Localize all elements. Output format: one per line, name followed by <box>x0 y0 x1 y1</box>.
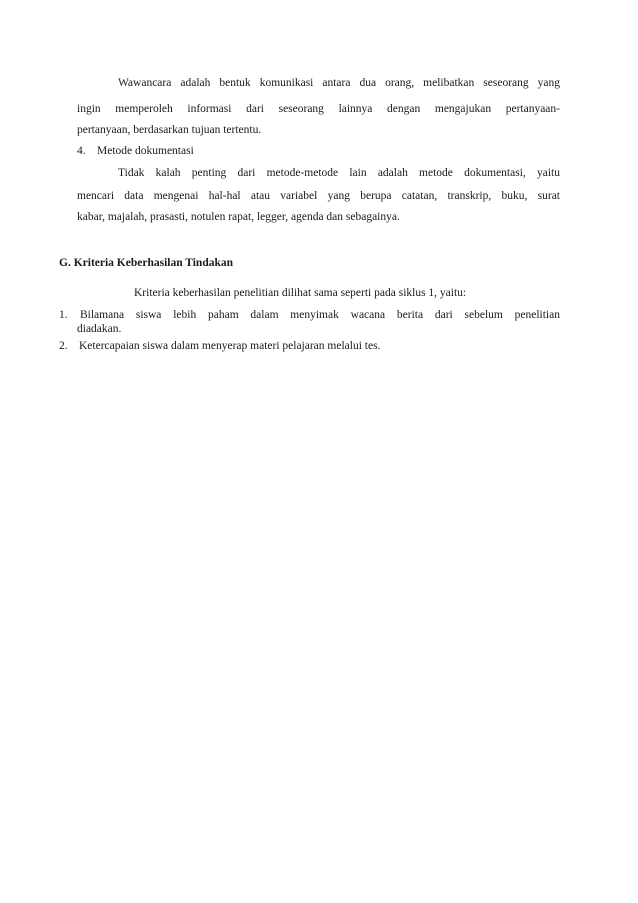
criteria-1-line-1: Bilamana siswa lebih paham dalam menyimak wacana berita dari sebelum penelitian <box>80 309 560 321</box>
criteria-1-line-2: diadakan. <box>77 323 122 335</box>
criteria-2-number: 2. <box>59 340 68 352</box>
interview-paragraph-line-2: ingin memperoleh informasi dari seseorang lainnya dengan mengajukan pertanyaan- <box>77 103 560 115</box>
documentation-paragraph-line-3: kabar, majalah, prasasti, notulen rapat, legger, agenda dan sebagainya. <box>77 211 400 223</box>
item-4-number: 4. <box>77 145 86 157</box>
interview-paragraph-line-3: pertanyaan, berdasarkan tujuan tertentu. <box>77 124 262 136</box>
interview-paragraph-line-1: Wawancara adalah bentuk komunikasi antara dua orang, melibatkan seseorang yang <box>118 77 560 89</box>
criteria-2-line-1: Ketercapaian siswa dalam menyerap materi pelajaran melalui tes. <box>79 340 381 352</box>
criteria-intro: Kriteria keberhasilan penelitian dilihat sama seperti pada siklus 1, yaitu: <box>134 287 467 299</box>
section-g-heading: G. Kriteria Keberhasilan Tindakan <box>59 257 234 269</box>
criteria-1-number: 1. <box>59 309 68 321</box>
documentation-paragraph-line-1: Tidak kalah penting dari metode-metode lain adalah metode dokumentasi, yaitu <box>118 167 560 179</box>
item-4-title: Metode dokumentasi <box>97 145 194 157</box>
documentation-paragraph-line-2: mencari data mengenai hal-hal atau variabel yang berupa catatan, transkrip, buku, surat <box>77 190 560 202</box>
